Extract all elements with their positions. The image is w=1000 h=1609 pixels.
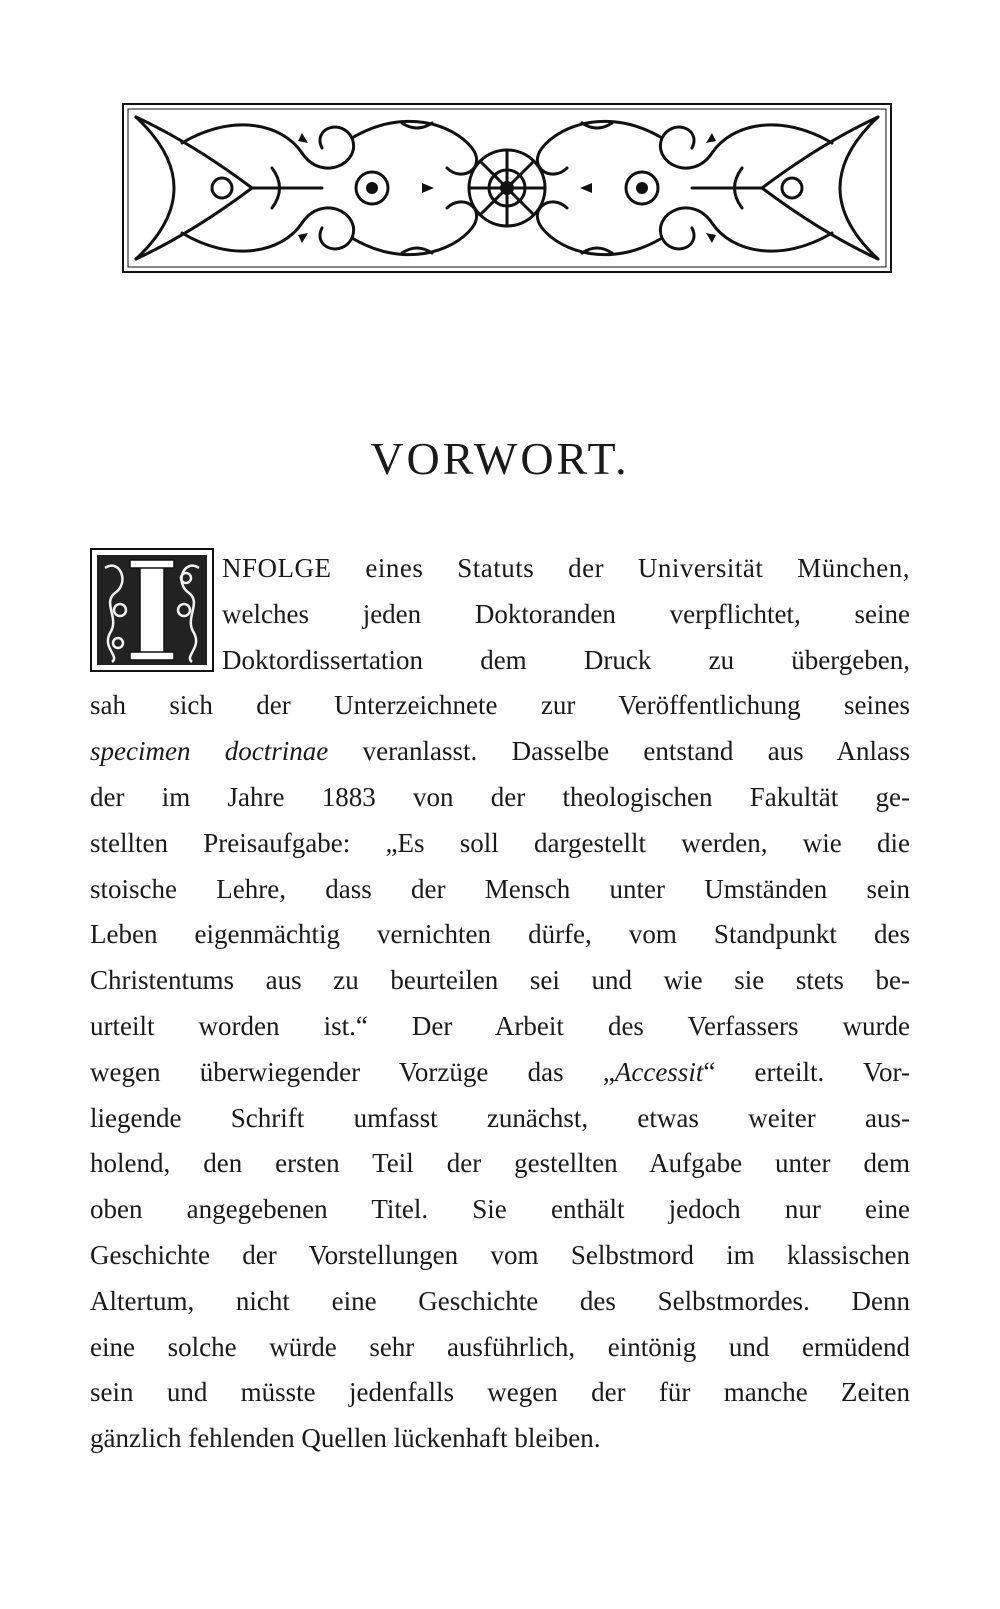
text-line: gänzlich fehlenden Quellen lückenhaft bleiben.: [90, 1423, 601, 1454]
text-line: liegende Schrift umfasst zunächst, etwas weiter aus-: [90, 1102, 910, 1133]
text-line: holend, den ersten Teil der gestellten Aufgabe unter dem: [90, 1148, 910, 1179]
text-line: stoische Lehre, dass der Mensch unter Umständen sein: [90, 873, 910, 904]
text-line: sein und müsste jedenfalls wegen der für manche Zeiten: [90, 1377, 910, 1408]
text-line: Doktordissertation dem Druck zu übergeben,: [222, 644, 910, 675]
latin-phrase: specimen doctrinae: [90, 736, 329, 767]
text-segment: wegen überwiegender Vorzüge das „: [90, 1056, 615, 1087]
text-line: [90, 729, 910, 775]
text-line: oben angegebenen Titel. Sie enthält jedoch nur eine: [90, 1194, 910, 1225]
text-line: Leben eigenmächtig vernichten dürfe, vom Standpunkt des: [90, 919, 910, 950]
decorated-initial-i-icon: [90, 548, 214, 672]
body-paragraph: [90, 546, 910, 1462]
text-line: stellten Preisaufgabe: „Es soll dargestellt werden, wie die: [90, 827, 910, 858]
text-line: NFOLGE eines Statuts der Universität München,: [222, 553, 910, 583]
accessit-term: Accessit: [614, 1056, 704, 1087]
text-line: welches jeden Doktoranden verpflichtet, seine: [222, 598, 910, 629]
text-line: Christentums aus zu beurteilen sei und wie sie stets be-: [90, 965, 910, 996]
text-line: der im Jahre 1883 von der theologischen Fakultät ge-: [90, 781, 910, 812]
text-line: urteilt worden ist.“ Der Arbeit des Verfassers wurde: [90, 1010, 910, 1041]
text-line: eine solche würde sehr ausführlich, eintönig und ermüdend: [90, 1331, 910, 1362]
text-line: Altertum, nicht eine Geschichte des Selbstmordes. Denn: [90, 1285, 910, 1316]
text-line: sah sich der Unterzeichnete zur Veröffentlichung seines: [90, 690, 910, 721]
text-segment: veranlasst. Dasselbe entstand aus Anlass: [328, 736, 911, 767]
ornamental-vine-headpiece-icon: [122, 103, 892, 273]
page-title: VORWORT.: [370, 433, 630, 484]
text-segment: “ erteilt. Vor-: [703, 1056, 910, 1087]
text-line: [90, 1050, 910, 1096]
text-line: Geschichte der Vorstellungen vom Selbstmord im klassischen: [90, 1239, 910, 1270]
